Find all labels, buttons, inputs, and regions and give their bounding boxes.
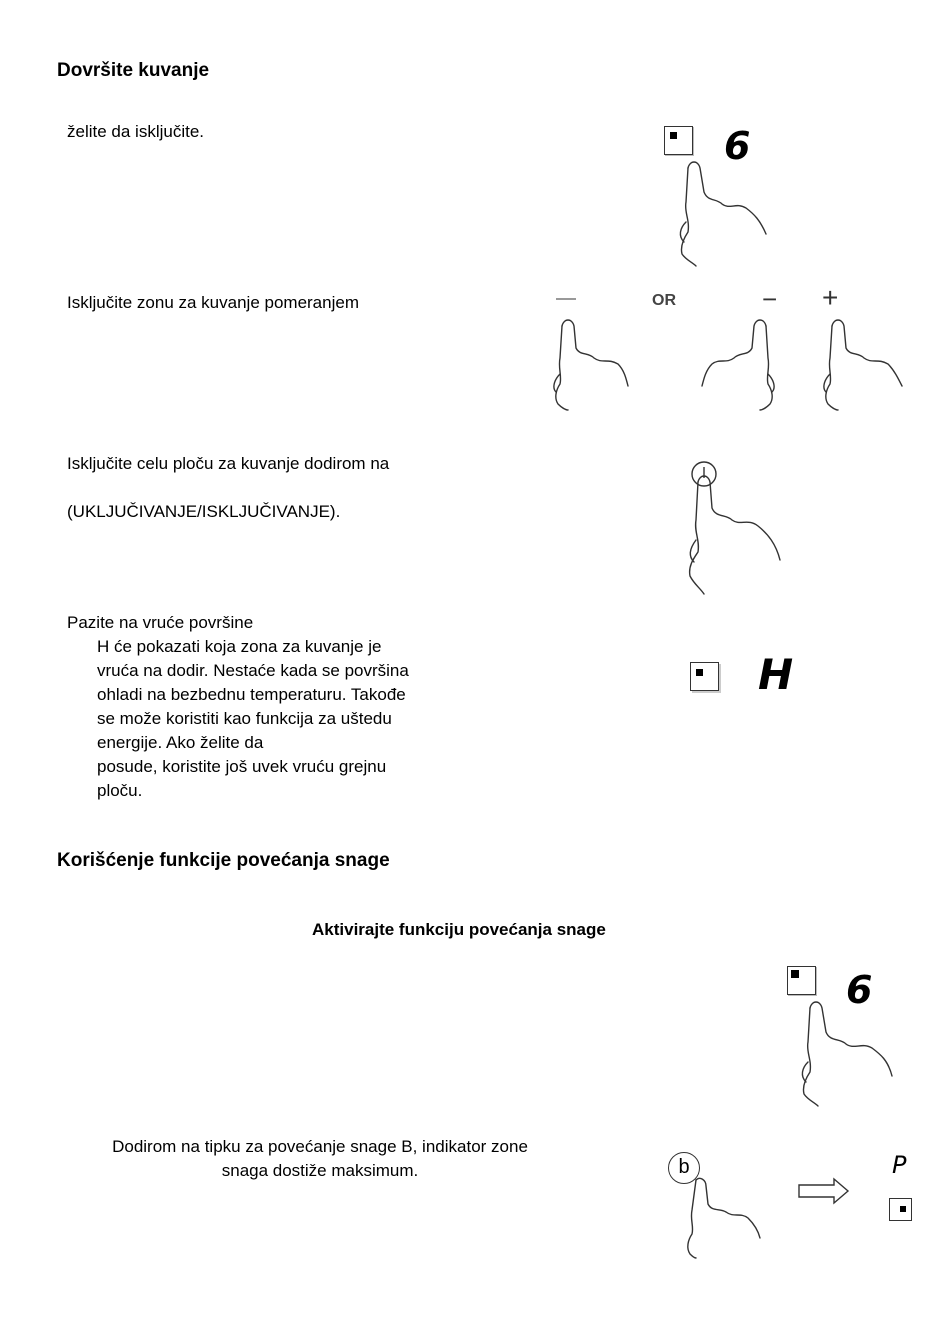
- left-touch-hand-icon: [548, 318, 638, 414]
- power-boost-subheading: Aktivirajte funkciju povećanja snage: [312, 920, 606, 939]
- boost-button-icon: b: [668, 1152, 700, 1184]
- hot-surface-title: Pazite na vruće površine: [67, 613, 254, 632]
- arrow-right-icon: [798, 1178, 850, 1204]
- section-heading-power-boost: Korišćenje funkcije povećanja snage: [57, 850, 390, 871]
- zone-key-icon: [690, 662, 720, 692]
- hot-indicator-display: H: [758, 650, 794, 699]
- hot-line: energije. Ako želite da: [97, 733, 264, 752]
- hot-line: vruća na dodir. Nestaće kada se površina: [97, 661, 409, 680]
- section-heading-finish-cooking: Dovršite kuvanje: [57, 60, 210, 81]
- hot-line: H će pokazati koja zona za kuvanje je: [97, 637, 382, 656]
- zone-key-icon: [889, 1198, 913, 1222]
- touch-hand-icon: [676, 158, 776, 270]
- middle-touch-hand-icon: [700, 318, 790, 414]
- hot-line: ploču.: [97, 781, 143, 800]
- minus-icon: [556, 298, 576, 300]
- touch-hand-icon: [680, 1176, 770, 1262]
- hot-line: se može koristiti kao funkcija za uštedu: [97, 709, 392, 728]
- step1-text: želite da isključite.: [67, 122, 205, 141]
- hot-line: posude, koristite još uvek vruću grejnu: [97, 757, 387, 776]
- boost-step-text: [60, 1135, 580, 1183]
- step3-line2: (UKLJUČIVANJE/ISKLJUČIVANJE).: [67, 502, 341, 521]
- touch-hand-icon: [796, 998, 906, 1110]
- step3-line1: Isključite celu ploču za kuvanje dodirom na: [67, 454, 390, 473]
- power-level-display: 6: [846, 968, 873, 1012]
- boost-step-line1: Dodirom na tipku za povećanje snage B, indikator zone: [112, 1137, 528, 1156]
- hot-surface-description: [97, 635, 409, 803]
- zone-select-key-icon: [787, 966, 817, 996]
- hot-line: ohladi na bezbednu temperaturu. Takođe: [97, 685, 406, 704]
- power-button-touch-icon: [686, 460, 806, 600]
- zone-select-key-icon: [664, 126, 694, 156]
- boost-step-line2: snaga dostiže maksimum.: [221, 1161, 419, 1180]
- plus-symbol: +: [822, 282, 839, 313]
- step2-text: Isključite zonu za kuvanje pomeranjem: [67, 293, 359, 312]
- minus-symbol: −: [762, 284, 778, 314]
- or-label: OR: [652, 292, 676, 309]
- right-touch-hand-icon: [818, 318, 908, 414]
- power-level-display: 6: [724, 124, 751, 168]
- boost-indicator-display: P: [892, 1151, 907, 1179]
